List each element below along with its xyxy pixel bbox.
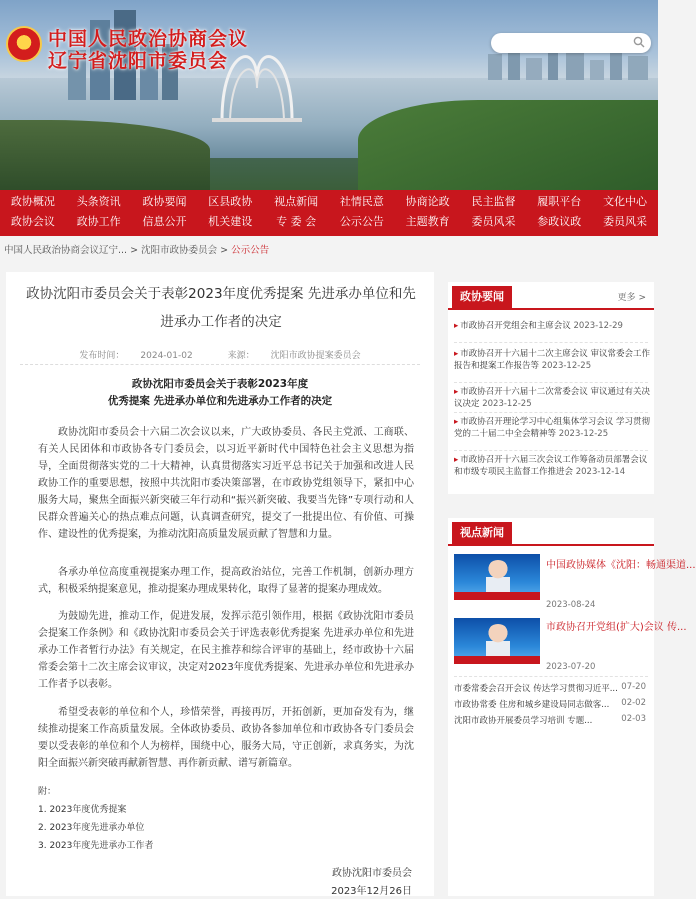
list-item[interactable] [454, 714, 650, 726]
news-date: 02-02 [621, 698, 646, 708]
sidebar-viewpoint-news [448, 518, 696, 896]
nav-item[interactable]: 政协工作 [76, 215, 121, 228]
list-item[interactable] [454, 320, 650, 332]
news-date: 2023-12-14 [575, 467, 626, 477]
list-item[interactable] [454, 698, 650, 710]
sidebar-cppcc-news [448, 282, 654, 494]
news-date: 02-03 [621, 714, 646, 724]
article-meta [6, 348, 434, 361]
nav-item[interactable]: 信息公开 [142, 215, 187, 228]
panel-header [448, 518, 654, 546]
article-paragraph-1: 政协沈阳市委员会十六届二次会议以来，广大政协委员、各民主党派、工商联、有关人民团体和市政协各专门委员会，以习近平新时代中国特色社会主义思想为指导，全面贯彻落实党的二十大精神，认真贯彻落实习近平总书记关于加强和改进人民政协工作的重要思想，按照中共沈阳市委决策部署，在市政协党组领导下，紧扣中心服务大局，聚焦全面振兴新突破三年行动和“振兴新突破、我要当先锋”专项行动和人民群众普遍关心的热点难点问题，认真调查研究，提交了一批提出位、有价值、可操作、建设性的优秀提案，为推动沈阳高质量发展贡献了智慧和力量。 [38, 427, 414, 540]
nav-item[interactable]: 区县政协 [208, 195, 253, 208]
news-title[interactable]: 沈阳市政协开展委员学习培训 专题... [454, 716, 593, 726]
nav-row-2 [0, 212, 658, 235]
article-panel [6, 272, 434, 896]
meta-divider [20, 364, 420, 365]
news-date: 2023-12-25 [541, 361, 592, 371]
list-item[interactable] [454, 386, 650, 410]
news-title[interactable]: 市政协召开十六届十二次主席会议 审议常委会工作报告和提案工作报告等 [454, 349, 650, 371]
article-source [220, 351, 369, 361]
list-divider [454, 450, 648, 451]
nav-item[interactable]: 机关建设 [208, 215, 253, 228]
news-title[interactable]: 市政协召开理论学习中心组集体学习会议 学习贯彻党的二十届二中全会精神等 [454, 417, 650, 439]
nav-item[interactable]: 参政议政 [537, 215, 582, 228]
source-value: 沈阳市政协提案委员会 [270, 351, 361, 361]
video-date: 2023-08-24 [546, 600, 596, 610]
publish-time-label: 发布时间： [79, 351, 125, 361]
nav-item[interactable]: 专 委 会 [276, 215, 317, 228]
source-label: 来源： [227, 351, 255, 361]
attachment-link[interactable]: 3. 2023年度先进承办工作者 [38, 841, 154, 851]
breadcrumb [4, 242, 269, 256]
more-link[interactable]: 更多 > [617, 293, 646, 303]
list-divider [454, 412, 648, 413]
news-title[interactable]: 市政协召开十六届十二次常委会议 审议通过有关决议决定 [454, 387, 650, 409]
list-item[interactable] [454, 454, 650, 478]
list-item[interactable] [454, 348, 650, 372]
panel-header [448, 282, 654, 310]
article-paragraph-4: 希望受表彰的单位和个人，珍惜荣誉，再接再厉，开拓创新，更加奋发有为，继续推动提案工作高质量发展。全体政协委员、政协各参加单位和市政协各专门委员会要以受表彰的单位和个人为榜样，围绕中心，服务大局，守正创新，求真务实，为沈阳全面振兴新突破再献新智慧、再作新贡献、谱写新篇章。 [38, 707, 414, 769]
article-subtitle-1: 政协沈阳市委员会关于表彰2023年度 [131, 378, 309, 390]
bullet-icon: ▸ [454, 455, 459, 465]
bullet-icon: ▸ [454, 349, 459, 359]
bullet-icon: ▸ [454, 417, 459, 427]
thumbnail-caption-bar [454, 592, 540, 600]
list-item[interactable] [454, 416, 650, 440]
nav-item[interactable]: 协商论政 [405, 195, 450, 208]
site-title-line1: 中国人民政治协商会议 [48, 28, 249, 50]
list-item[interactable] [454, 682, 650, 694]
attachment-link[interactable]: 2. 2023年度先进承办单位 [38, 823, 145, 833]
article-paragraph-2: 各承办单位高度重视提案办理工作，提高政治站位，完善工作机制，创新办理方式，积极采纳提案意见，推动提案办理成果转化，取得了显著的提案办理成效。 [38, 567, 414, 595]
nav-item[interactable]: 政协概况 [10, 195, 55, 208]
article-paragraph-3: 为鼓励先进，推动工作，促进发展，发挥示范引领作用，根据《政协沈阳市委员会提案工作条例》和《政协沈阳市委员会关于评选表彰优秀提案 先进承办单位和先进承办工作者暂行办法》有关规定，在民主推荐和综合评审的基础上，经市政协十六届常委会第十二次主席会议审议，决定对2023年度优秀提案、先进承办单位和先进承办工作者予以表彰。 [38, 611, 414, 690]
nav-item[interactable]: 头条资讯 [76, 195, 121, 208]
attachment-link[interactable]: 1. 2023年度优秀提案 [38, 805, 127, 815]
news-date: 2023-12-29 [573, 321, 623, 331]
video-title[interactable]: 市政协召开党组(扩大)会议 传... [546, 622, 687, 633]
article-subtitle-2: 优秀提案 先进承办单位和先进承办工作者的决定 [107, 395, 333, 407]
video-thumbnail[interactable] [454, 618, 540, 664]
news-title[interactable]: 市政协召开十六届三次会议工作筹备动员部署会议和市级专项民主监督工作推进会 [454, 455, 648, 477]
panel-title: 政协要闻 [452, 286, 512, 308]
news-title[interactable]: 市政协常委 住房和城乡建设局同志做客... [454, 700, 610, 710]
signature-org: 政协沈阳市委员会 [332, 868, 412, 879]
attachment-label: 附： [38, 787, 57, 797]
publish-time [71, 351, 200, 361]
search-input[interactable] [491, 33, 651, 53]
video-date: 2023-07-20 [546, 662, 596, 672]
video-title[interactable]: 中国政协媒体《沈阳：畅通渠道... [546, 560, 696, 571]
news-title[interactable]: 市政协召开党组会和主席会议 [460, 321, 571, 331]
nav-item[interactable]: 文化中心 [603, 195, 648, 208]
list-divider [454, 676, 648, 677]
news-date: 2023-12-25 [558, 429, 609, 439]
breadcrumb-separator: > [130, 245, 139, 256]
news-date: 07-20 [621, 682, 646, 692]
breadcrumb-current[interactable]: 公示公告 [231, 245, 270, 256]
search-icon[interactable] [633, 36, 645, 48]
header-banner [0, 0, 658, 190]
publish-time-value: 2024-01-02 [140, 351, 193, 361]
news-title[interactable]: 市委常委会召开会议 传达学习贯彻习近平... [454, 684, 618, 694]
news-date: 2023-12-25 [482, 399, 532, 409]
thumbnail-caption-bar [454, 656, 540, 664]
list-divider [454, 342, 648, 343]
main-nav [0, 190, 658, 236]
nav-item[interactable]: 政协要闻 [142, 195, 187, 208]
breadcrumb-home[interactable]: 中国人民政治协商会议辽宁... [4, 245, 128, 256]
nav-item[interactable]: 委员风采 [603, 215, 648, 228]
nav-item[interactable]: 社情民意 [339, 195, 384, 208]
list-divider [454, 382, 648, 383]
panel-title: 视点新闻 [452, 522, 512, 544]
banner-shore-right [358, 100, 658, 190]
nav-item[interactable]: 民主监督 [471, 195, 516, 208]
video-thumbnail[interactable] [454, 554, 540, 600]
site-title-line2: 辽宁省沈阳市委员会 [48, 50, 229, 72]
cppcc-emblem-logo[interactable] [6, 26, 42, 62]
nav-item[interactable]: 政协会议 [10, 215, 55, 228]
nav-item[interactable]: 视点新闻 [274, 195, 319, 208]
bullet-icon: ▸ [454, 387, 459, 397]
breadcrumb-level1[interactable]: 沈阳市政协委员会 [141, 245, 218, 256]
signature-date: 2023年12月26日 [331, 886, 412, 897]
nav-item[interactable]: 主题教育 [405, 215, 450, 228]
nav-item[interactable]: 履职平台 [537, 195, 582, 208]
article-title: 政协沈阳市委员会关于表彰2023年度优秀提案 先进承办单位和先进承办工作者的决定 [26, 286, 416, 330]
nav-item[interactable]: 公示公告 [339, 215, 384, 228]
nav-item[interactable]: 委员风采 [471, 215, 516, 228]
bullet-icon: ▸ [454, 321, 459, 331]
breadcrumb-separator: > [220, 245, 229, 256]
